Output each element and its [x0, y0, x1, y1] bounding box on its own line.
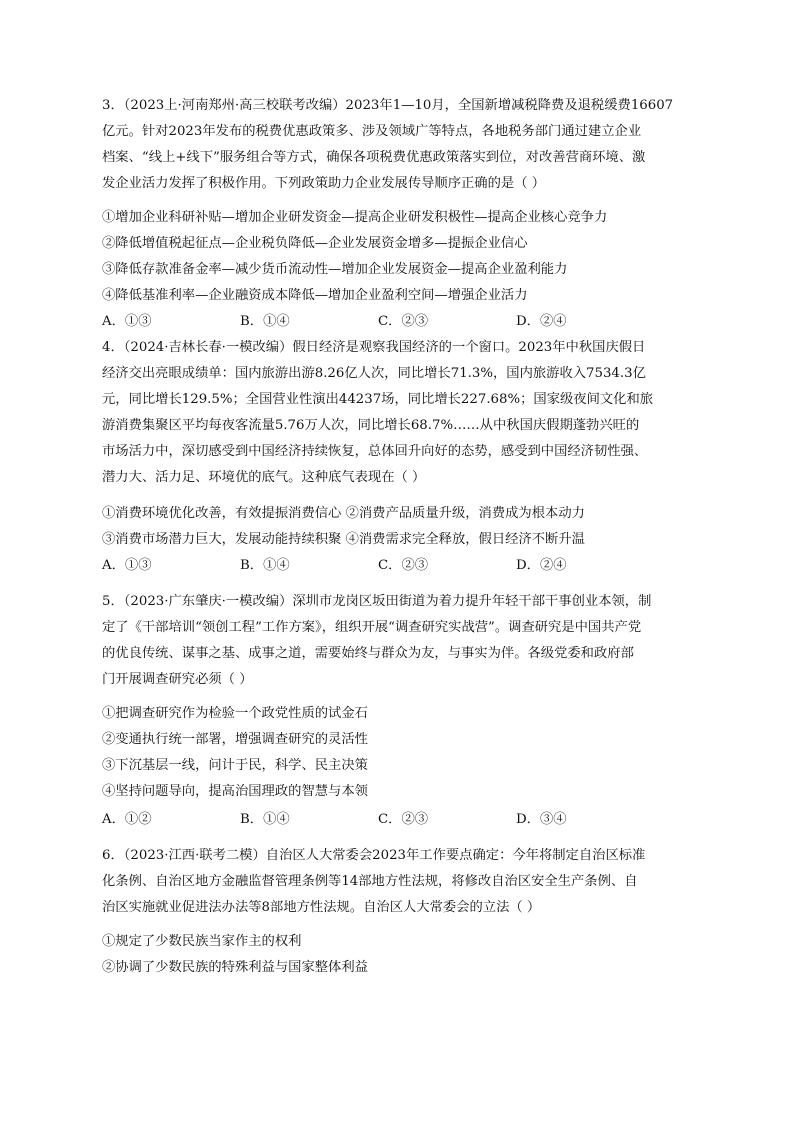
q5-option-3: ③下沉基层一线，问计于民，科学、民主决策: [102, 758, 368, 773]
q4-line-1: 4．（2024·吉林长春·一模改编）假日经济是观察我国经济的一个窗口。2023年中秋国庆假日: [102, 340, 646, 355]
q4-choice-d: D．②④: [516, 558, 567, 573]
q3-option-2: ②降低增值税起征点—企业税负降低—企业发展资金增多—提振企业信心: [102, 236, 528, 251]
q4-choices: [102, 556, 662, 576]
q6-line-2: 化条例、自治区地方金融监督管理条例等14部地方性法规，将修改自治区安全生产条例、自: [102, 874, 638, 889]
q3-line-1: 3．（2023上·河南郑州·高三校联考改编）2023年1—10月，全国新增减税降费及退税缓费16607: [102, 98, 674, 113]
q3-choices: [102, 312, 662, 332]
q3-choice-b: B．①④: [240, 314, 290, 329]
q4-choice-b: B．①④: [240, 558, 290, 573]
q4-line-5: 市场活力中，深切感受到中国经济持续恢复，总体回升向好的态势，感受到中国经济韧性强、: [102, 444, 648, 459]
q4-choice-a: A．①③: [102, 558, 152, 573]
q4-option-row-1: ①消费环境优化改善，有效提振消费信心 ②消费产品质量升级，消费成为根本动力: [102, 506, 585, 521]
q5-choice-d: D．③④: [516, 812, 567, 827]
q6-line-1: 6．（2023·江西·联考二模）自治区人大常委会2023年工作要点确定：今年将制定自治区标准: [102, 848, 646, 863]
q6-option-1: ①规定了少数民族当家作主的权利: [102, 934, 302, 949]
q3-choice-a: A．①③: [102, 314, 152, 329]
q5-line-4: 门开展调查研究必须（ ）: [102, 672, 253, 687]
q5-line-1: 5．（2023·广东肇庆·一模改编）深圳市龙岗区坂田街道为着力提升年轻干部干事创业本领，制: [102, 594, 652, 609]
q3-option-3: ③降低存款准备金率—减少货币流动性—增加企业发展资金—提高企业盈利能力: [102, 262, 568, 277]
q5-option-4: ④坚持问题导向，提高治国理政的智慧与本领: [102, 784, 368, 799]
q5-line-3: 的优良传统、谋事之基、成事之道，需要始终与群众为友，与事实为伴。各级党委和政府部: [102, 646, 634, 661]
q5-choice-a: A．①②: [102, 812, 152, 827]
q5-option-1: ①把调查研究作为检验一个政党性质的试金石: [102, 706, 368, 721]
q3-line-2: 亿元。针对2023年发布的税费优惠政策多、涉及领域广等特点，各地税务部门通过建立企业: [102, 124, 642, 139]
q5-line-2: 定了《干部培训“领创工程”工作方案》，组织开展“调查研究实战营”。调查研究是中国共产党: [102, 620, 642, 635]
q5-option-2: ②变通执行统一部署，增强调查研究的灵活性: [102, 732, 368, 747]
q3-line-3: 档案、“线上+线下”服务组合等方式，确保各项税费优惠政策落实到位，对改善营商环境、激: [102, 150, 646, 165]
q4-line-2: 经济交出亮眼成绩单：国内旅游出游8.26亿人次，同比增长71.3%，国内旅游收入7534.3亿: [102, 366, 646, 381]
q4-line-4: 游消费集聚区平均每夜客流量5.76万人次，同比增长68.7%……从中秋国庆假期蓬勃兴旺的: [102, 418, 640, 433]
q4-choice-c: C．②③: [378, 558, 429, 573]
q3-choice-d: D．②④: [516, 314, 567, 329]
q3-choice-c: C．②③: [378, 314, 429, 329]
q6-line-3: 治区实施就业促进法办法等8部地方性法规。自治区人大常委会的立法（ ）: [102, 900, 541, 915]
q4-line-6: 潜力大、活力足、环境优的底气。这种底气表现在（ ）: [102, 470, 426, 485]
q3-option-1: ①增加企业科研补贴—增加企业研发资金—提高企业研发积极性—提高企业核心竞争力: [102, 210, 608, 225]
q4-line-3: 元，同比增长129.5%；全国营业性演出44237场，同比增长227.68%；国家级夜间文化和旅: [102, 392, 654, 407]
q5-choice-b: B．①④: [240, 812, 290, 827]
q5-choices: [102, 810, 662, 830]
q5-choice-c: C．②③: [378, 812, 429, 827]
q4-option-row-2: ③消费市场潜力巨大，发展动能持续积聚 ④消费需求完全释放，假日经济不断升温: [102, 532, 585, 547]
q6-option-2: ②协调了少数民族的特殊利益与国家整体利益: [102, 960, 368, 975]
q3-line-4: 发企业活力发挥了积极作用。下列政策助力企业发展传导顺序正确的是（ ）: [102, 176, 546, 191]
q3-option-4: ④降低基准利率—企业融资成本降低—增加企业盈利空间—增强企业活力: [102, 288, 528, 303]
